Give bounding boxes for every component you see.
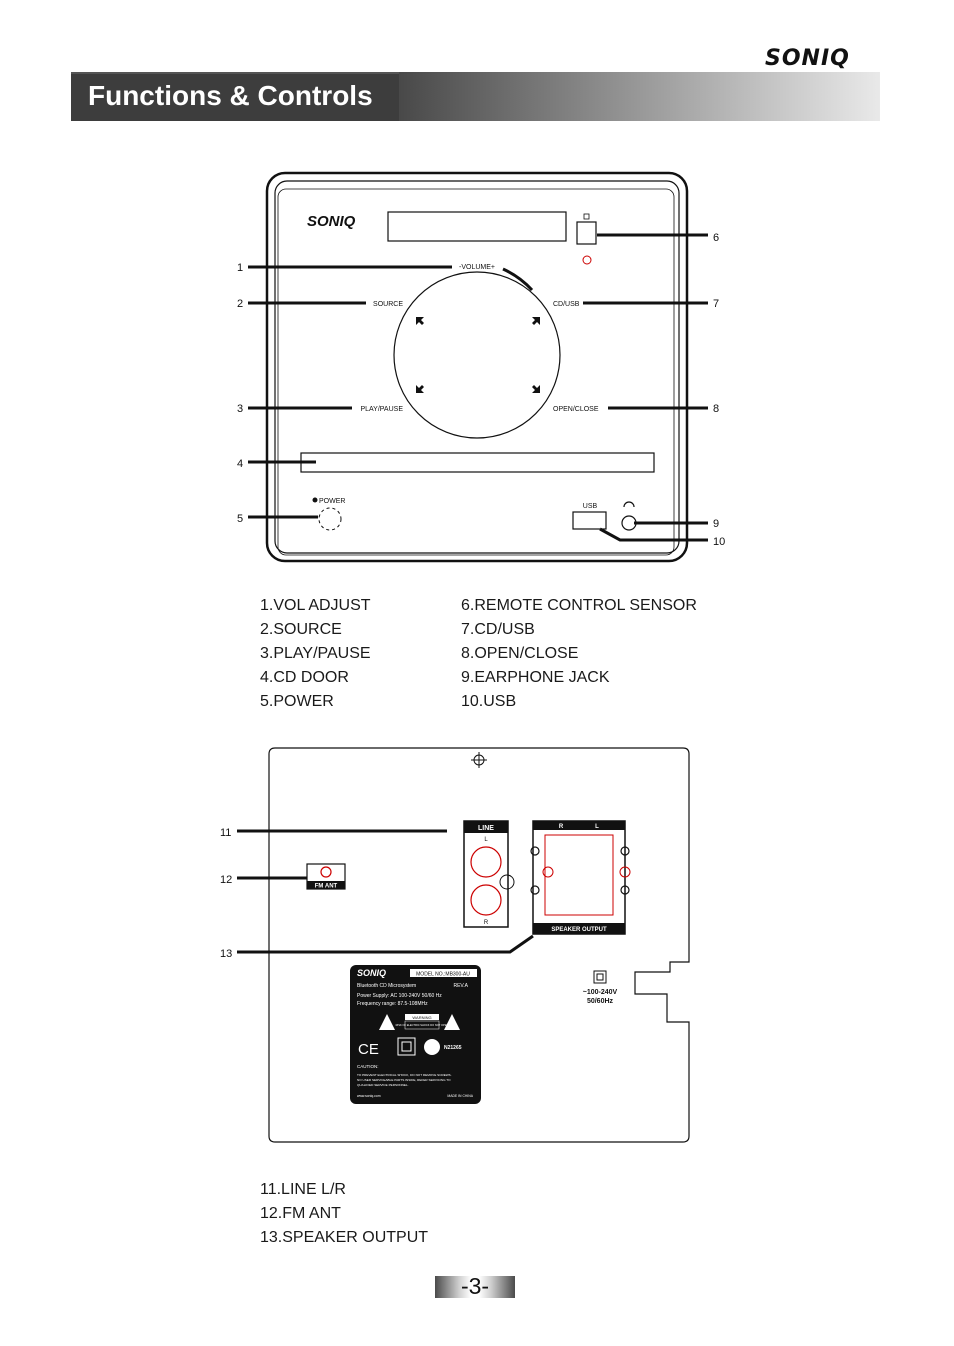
label-brand: SONIQ — [357, 968, 387, 978]
callout-number: 8 — [713, 403, 720, 415]
callout-number: 2 — [237, 298, 244, 310]
power-button — [319, 508, 341, 530]
callout-number: 4 — [237, 458, 244, 470]
label-warning-title: WARNING — [412, 1015, 432, 1020]
legend-item: 2.SOURCE — [260, 621, 342, 638]
line-r-label: R — [483, 920, 489, 926]
label-model: MODEL NO.:MB300-AU — [416, 971, 470, 978]
label-rev: REV.A — [453, 983, 468, 989]
cd-door — [301, 453, 654, 472]
line-l-label: L — [484, 837, 488, 843]
label-website: www.soniq.com — [357, 1094, 381, 1098]
callout-number: 11 — [220, 827, 232, 839]
play-pause-label: PLAY/PAUSE — [360, 406, 403, 413]
power-rating-voltage: ~100-240V — [582, 989, 618, 996]
ctick-code: N21265 — [444, 1045, 462, 1051]
legend-item: 8.OPEN/CLOSE — [461, 645, 579, 662]
label-caution-line: NO USER SERVICEABLE PARTS INSIDE, REFER SERVICING TO — [357, 1078, 451, 1082]
legend-item: 1.VOL ADJUST — [260, 597, 371, 614]
volume-knob — [394, 272, 560, 438]
front-panel-diagram — [220, 165, 740, 565]
speaker-l-label: L — [595, 824, 599, 830]
line-jack-r — [471, 885, 501, 915]
legend-item: 3.PLAY/PAUSE — [260, 645, 371, 662]
power-label: POWER — [319, 498, 346, 505]
source-label: SOURCE — [373, 301, 403, 308]
usb-port — [573, 512, 606, 529]
callout-number: 7 — [713, 298, 720, 310]
callout-number: 10 — [713, 536, 726, 548]
label-made-in: MADE IN CHINA — [447, 1094, 473, 1098]
legend-item: 5.POWER — [260, 693, 334, 710]
fm-ant-label: FM ANT — [314, 883, 338, 890]
label-warning-text: RISK OF ELECTRIC SHOCK DO NOT OPEN — [395, 1024, 449, 1027]
label-caution-line: QUALIFIED SERVICE PERSONNEL. — [357, 1083, 409, 1087]
label-product: Bluetooth CD Microsystem — [357, 983, 417, 989]
speaker-output-label: SPEAKER OUTPUT — [551, 927, 607, 933]
legend-item: 13.SPEAKER OUTPUT — [260, 1229, 429, 1246]
front-brand: SONIQ — [307, 213, 356, 230]
speaker-terminal-block — [545, 835, 613, 915]
minus-icon — [531, 886, 539, 894]
arrow-icon — [416, 385, 424, 393]
ground-screw — [500, 875, 514, 889]
remote-sensor — [577, 222, 596, 244]
callout-number: 5 — [237, 513, 244, 525]
page-title: Functions & Controls — [88, 80, 373, 111]
legend-item: 9.EARPHONE JACK — [461, 669, 610, 686]
page-number: -3- — [460, 1273, 490, 1299]
line-label: LINE — [478, 825, 494, 832]
label-caution-line: TO PREVENT ELECTRICAL SHOCK, DO NOT REMOVE SCREWS. — [357, 1073, 452, 1077]
power-icon — [313, 498, 318, 503]
legend-item: 11.LINE L/R — [260, 1181, 346, 1198]
label-caution-title: CAUTION: — [357, 1064, 379, 1069]
legend-item: 4.CD DOOR — [260, 669, 349, 686]
legend-item: 6.REMOTE CONTROL SENSOR — [461, 597, 697, 614]
volume-label: -VOLUME+ — [459, 264, 495, 271]
speaker-r-label: R — [558, 824, 564, 830]
cd-usb-label: CD/USB — [553, 301, 580, 308]
brand-logo: SONIQ — [765, 46, 850, 71]
label-power-supply: Power Supply: AC 100-240V 50/60 Hz — [357, 993, 442, 999]
legend-item: 10.USB — [461, 693, 517, 710]
callout-number: 12 — [220, 874, 233, 886]
power-rating-frequency: 50/60Hz — [586, 998, 614, 1005]
front-legend-right — [461, 594, 741, 714]
legend-item: 12.FM ANT — [260, 1205, 341, 1222]
arrow-icon — [532, 317, 540, 325]
arrow-icon — [532, 385, 540, 393]
arrow-icon — [416, 317, 424, 325]
callout-number: 1 — [237, 262, 244, 274]
usb-label: USB — [582, 503, 598, 510]
volume-arc — [503, 269, 532, 290]
callout-number: 13 — [220, 948, 233, 960]
earphone-jack — [622, 516, 636, 530]
rear-panel-diagram — [215, 740, 695, 1150]
open-close-label: OPEN/CLOSE — [553, 406, 599, 413]
display-window — [388, 212, 566, 241]
label-frequency: Frequency range: 87.5-108MHz — [357, 1001, 428, 1007]
ce-mark: CE — [358, 1041, 379, 1058]
standby-led — [583, 256, 591, 264]
rear-legend — [260, 1178, 520, 1250]
double-insulation-icon — [594, 971, 606, 983]
callout-number: 9 — [713, 518, 720, 530]
legend-item: 7.CD/USB — [461, 621, 535, 638]
speaker-output-panel — [533, 821, 625, 934]
headphone-icon — [624, 502, 634, 507]
callout-number: 3 — [237, 403, 244, 415]
ctick-icon — [424, 1039, 440, 1055]
front-legend-left — [260, 594, 450, 714]
line-jack-l — [471, 847, 501, 877]
callout-number: 6 — [713, 232, 720, 244]
plus-icon — [531, 847, 539, 855]
rating-label — [350, 965, 481, 1104]
